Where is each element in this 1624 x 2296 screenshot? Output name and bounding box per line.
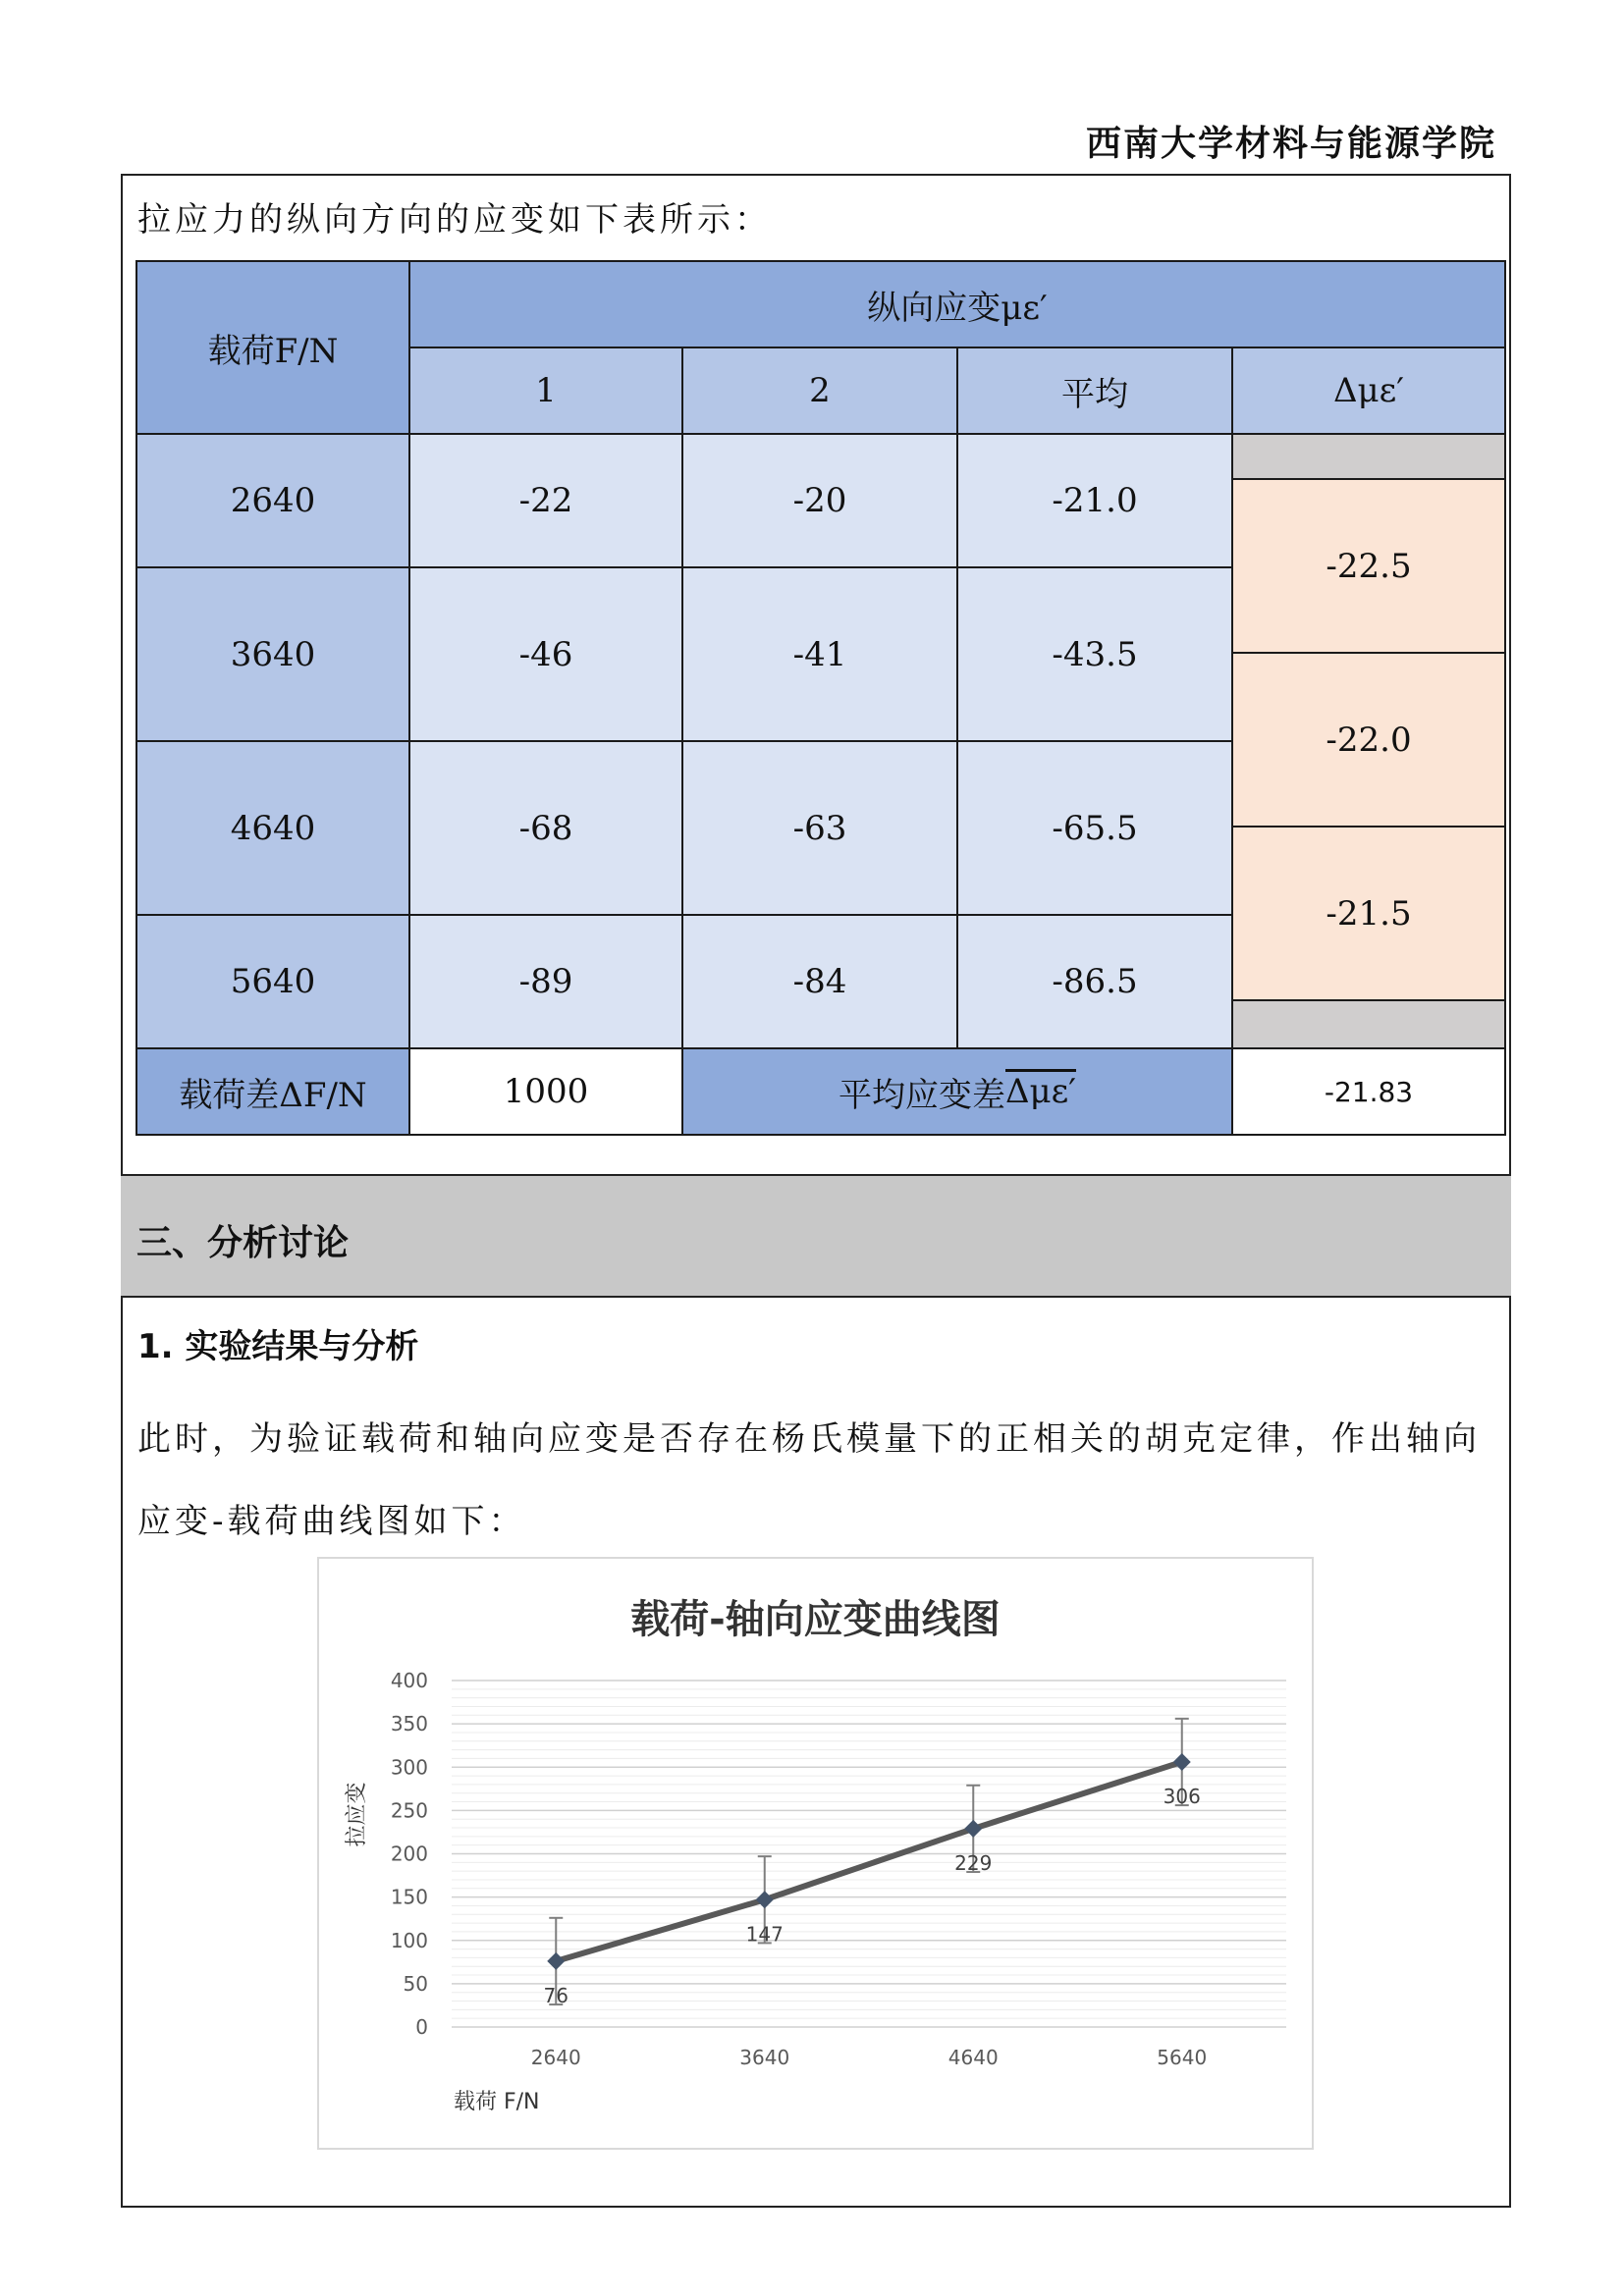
y-tick-label: 400: [390, 1669, 428, 1692]
sub-header-delta: [1231, 347, 1506, 435]
strain-header-text: 纵向应变με′: [867, 288, 1048, 328]
delta-cell: [1231, 652, 1506, 828]
x-tick-label: 5640: [1157, 2046, 1208, 2069]
data-point: [964, 1820, 982, 1838]
row-avg: -86.5: [1052, 962, 1138, 1001]
row-avg-cell: [956, 914, 1233, 1049]
load-header-text: 载荷F/N: [207, 331, 339, 371]
row-avg-cell: [956, 740, 1233, 916]
row-load: 3640: [230, 634, 316, 674]
row-v2: -63: [792, 808, 847, 848]
section-title: 三、分析讨论: [136, 1223, 350, 1263]
row-avg-cell: [956, 433, 1233, 568]
avg-diff-label: 平均应变差: [839, 1075, 1005, 1115]
sub-header-2: [681, 347, 958, 435]
y-axis-label: 拉应变: [345, 1782, 369, 1847]
delta-value: -21.5: [1326, 893, 1412, 934]
intro-text: 拉应力的纵向方向的应变如下表所示：: [137, 200, 772, 240]
data-label: 229: [954, 1850, 993, 1875]
delta-value: -22.5: [1326, 546, 1412, 586]
y-tick-label: 250: [390, 1798, 428, 1823]
row-load: 2640: [230, 481, 316, 520]
row-avg: -43.5: [1052, 634, 1138, 674]
sub-header-avg-text: 平均: [1061, 374, 1128, 414]
x-axis-label: 载荷 F/N: [454, 2090, 540, 2114]
row-load-cell: [135, 433, 410, 568]
sub-header-1-text: 1: [535, 371, 557, 410]
delta-spacer-bottom: [1231, 999, 1506, 1049]
y-tick-label: 150: [390, 1885, 428, 1909]
strain-header: [408, 260, 1506, 348]
sub-header-avg: [956, 347, 1233, 435]
row-v1: -68: [518, 808, 573, 848]
y-tick-label: 50: [403, 1971, 428, 1996]
y-tick-label: 350: [390, 1712, 428, 1736]
row-v1-cell: [408, 740, 683, 916]
data-point: [1173, 1753, 1191, 1771]
avg-diff-label-cell: [681, 1047, 1233, 1136]
load-diff-value-cell: [408, 1047, 683, 1136]
data-label: 147: [745, 1922, 784, 1947]
avg-diff-symbol: Δμε′: [1005, 1072, 1076, 1111]
chart-container: [317, 1557, 1314, 2150]
avg-diff-value-cell: [1231, 1047, 1506, 1136]
x-tick-label: 4640: [947, 2046, 999, 2069]
row-v2: -84: [792, 962, 847, 1001]
paragraph-line-2: 应变-载荷曲线图如下：: [137, 1502, 526, 1541]
sub-header-delta-text: Δμε′: [1333, 371, 1404, 410]
data-label: 76: [543, 1983, 568, 2007]
row-load: 4640: [230, 808, 316, 848]
row-load-cell: [135, 740, 410, 916]
row-v2: -41: [792, 634, 847, 674]
row-v2-cell: [681, 914, 958, 1049]
paragraph-line-1: 此时，为验证载荷和轴向应变是否存在杨氏模量下的正相关的胡克定律，作出轴向: [137, 1419, 1481, 1459]
row-v2: -20: [792, 481, 847, 520]
x-tick-label: 3640: [739, 2046, 790, 2069]
row-v2-cell: [681, 740, 958, 916]
y-tick-label: 300: [390, 1755, 428, 1780]
row-v2-cell: [681, 566, 958, 742]
row-v1: -22: [518, 481, 573, 520]
row-v1-cell: [408, 566, 683, 742]
sub-header-1: [408, 347, 683, 435]
row-avg: -65.5: [1052, 808, 1138, 848]
section-subtitle: 1. 实验结果与分析: [137, 1327, 419, 1366]
chart-title: 载荷-轴向应变曲线图: [630, 1597, 1001, 1642]
row-load-cell: [135, 566, 410, 742]
load-header: [135, 260, 410, 435]
sub-header-2-text: 2: [809, 371, 831, 410]
row-avg: -21.0: [1052, 481, 1138, 520]
section-header: [121, 1174, 1511, 1298]
row-v1: -89: [518, 962, 573, 1001]
load-diff-label: 载荷差ΔF/N: [179, 1075, 367, 1115]
institution-header: 西南大学材料与能源学院: [1085, 124, 1496, 164]
x-tick-label: 2640: [530, 2046, 581, 2069]
load-diff-value: 1000: [503, 1072, 589, 1111]
load-diff-label-cell: [135, 1047, 410, 1136]
row-load: 5640: [230, 962, 316, 1001]
row-load-cell: [135, 914, 410, 1049]
delta-spacer-top: [1231, 433, 1506, 480]
avg-diff-value: -21.83: [1324, 1075, 1414, 1108]
delta-cell: [1231, 826, 1506, 1001]
row-v2-cell: [681, 433, 958, 568]
chart-plot: [319, 1559, 1312, 2148]
delta-value: -22.0: [1326, 720, 1412, 760]
row-v1: -46: [518, 634, 573, 674]
y-tick-label: 200: [390, 1842, 428, 1866]
y-tick-label: 0: [415, 2015, 428, 2039]
y-tick-label: 100: [390, 1928, 428, 1952]
data-point: [547, 1952, 565, 1970]
delta-cell: [1231, 478, 1506, 654]
row-v1-cell: [408, 914, 683, 1049]
row-v1-cell: [408, 433, 683, 568]
data-label: 306: [1163, 1784, 1201, 1808]
row-avg-cell: [956, 566, 1233, 742]
